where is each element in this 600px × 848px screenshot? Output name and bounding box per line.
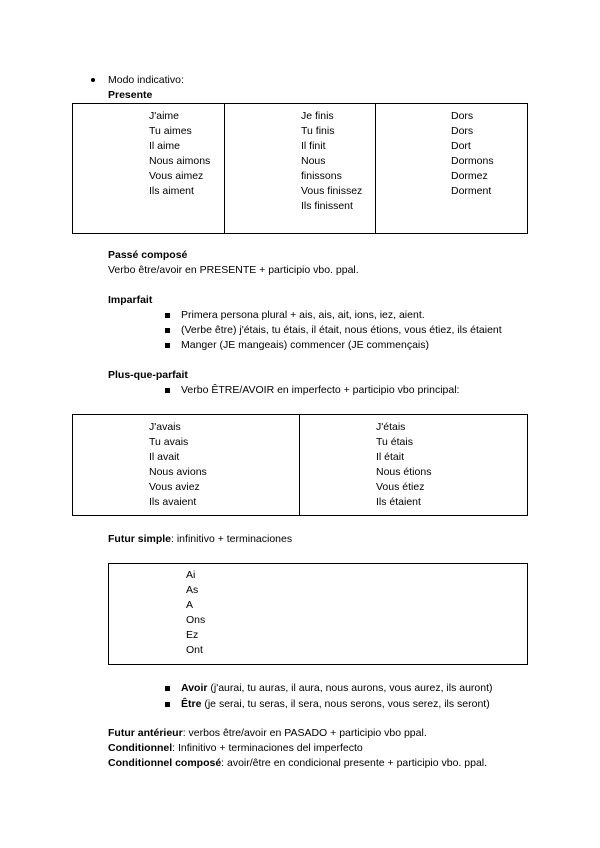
futur-avoir-item	[181, 681, 493, 696]
termination-cell: Ons	[186, 614, 206, 626]
conjugation-cell: J'avais	[149, 421, 181, 433]
presente-heading: Presente	[108, 89, 153, 101]
conjugation-cell: Il aime	[149, 140, 180, 152]
termination-cell: Ez	[186, 629, 199, 641]
conjugation-cell: Vous étiez	[376, 481, 425, 493]
imparfait-item: Manger (JE mangeais) commencer (JE commençais)	[181, 339, 429, 351]
futur-simple-line	[108, 532, 292, 547]
conditionnel-text: : Infinitivo + terminaciones del imperfecto	[172, 742, 363, 754]
futur-etre-text: (je serai, tu seras, il sera, nous serons, vous serez, ils seront)	[201, 698, 490, 710]
conditionnel-compose-text: : avoir/être en condicional presente + participio vbo. ppal.	[221, 757, 488, 769]
conditionnel-compose-heading: Conditionnel composé	[108, 757, 222, 769]
futur-terminations-table	[108, 563, 528, 665]
conjugation-cell: Nous	[301, 155, 326, 167]
presente-divider-1	[224, 104, 225, 233]
futur-etre-item	[181, 697, 490, 712]
square-bullet	[165, 313, 170, 318]
passe-compose-heading: Passé composé	[108, 249, 188, 261]
square-bullet	[165, 328, 170, 333]
conjugation-cell: Dormons	[451, 155, 494, 167]
modo-indicativo-label: Modo indicativo:	[108, 74, 184, 86]
conjugation-cell: J'aime	[149, 110, 180, 122]
conjugation-cell: Vous finissez	[301, 185, 363, 197]
presente-col-dormir	[451, 109, 494, 199]
futur-anterieur-line	[108, 726, 427, 741]
imparfait-item: Primera persona plural + ais, ais, ait, ions, iez, aient.	[181, 309, 425, 321]
conjugation-cell: Tu étais	[376, 436, 413, 448]
futur-etre-verb: Être	[181, 698, 202, 710]
imparfait-heading: Imparfait	[108, 294, 153, 306]
conjugation-cell: Ils avaient	[149, 496, 197, 508]
termination-cell: Ont	[186, 644, 203, 656]
passe-compose-text: Verbo être/avoir en PRESENTE + participio vbo. ppal.	[108, 264, 359, 276]
conjugation-cell: Dors	[451, 125, 474, 137]
conjugation-cell: Nous aimons	[149, 155, 211, 167]
termination-cell: As	[186, 584, 199, 596]
futur-simple-text: : infinitivo + terminaciones	[171, 533, 293, 545]
conjugation-cell: Il finit	[301, 140, 326, 152]
conjugation-cell: Il avait	[149, 451, 180, 463]
conditionnel-compose-line	[108, 756, 487, 771]
conjugation-cell: Ils finissent	[301, 200, 353, 212]
conjugation-cell: Tu finis	[301, 125, 335, 137]
conjugation-cell: Ils aiment	[149, 185, 194, 197]
bullet-dot	[91, 78, 95, 82]
conjugation-cell: Tu avais	[149, 436, 189, 448]
pqp-col-etre	[376, 420, 431, 510]
presente-table	[72, 103, 528, 234]
conjugation-cell: Dors	[451, 110, 474, 122]
conjugation-cell: Nous avions	[149, 466, 207, 478]
imparfait-item: (Verbe être) j'étais, tu étais, il était, nous étions, vous étiez, ils étaient	[181, 324, 502, 336]
conjugation-cell: J'étais	[376, 421, 406, 433]
futur-avoir-verb: Avoir	[181, 682, 208, 694]
conjugation-cell: Vous aviez	[149, 481, 200, 493]
presente-divider-2	[375, 104, 376, 233]
conjugation-cell: finissons	[301, 170, 342, 182]
plus-que-parfait-heading: Plus-que-parfait	[108, 369, 188, 381]
presente-col-aimer	[149, 109, 210, 199]
futur-terminations-col	[186, 568, 205, 658]
conjugation-cell: Ils étaient	[376, 496, 421, 508]
conjugation-cell: Tu aimes	[149, 125, 192, 137]
conjugation-cell: Je finis	[301, 110, 334, 122]
termination-cell: Ai	[186, 569, 196, 581]
pqp-col-avoir	[149, 420, 207, 510]
futur-anterieur-heading: Futur antérieur	[108, 727, 183, 739]
pqp-divider	[299, 415, 300, 515]
conjugation-cell: Dorment	[451, 185, 492, 197]
conditionnel-heading: Conditionnel	[108, 742, 173, 754]
square-bullet	[165, 686, 170, 691]
conjugation-cell: Dormez	[451, 170, 488, 182]
plus-que-parfait-item: Verbo ÊTRE/AVOIR en imperfecto + participio vbo principal:	[181, 384, 460, 396]
plus-que-parfait-table	[72, 414, 528, 516]
conjugation-cell: Dort	[451, 140, 471, 152]
futur-anterieur-text: : verbos être/avoir en PASADO + participio vbo ppal.	[182, 727, 427, 739]
presente-col-finir	[301, 109, 362, 214]
conjugation-cell: Nous étions	[376, 466, 432, 478]
conditionnel-line	[108, 741, 363, 756]
futur-simple-heading: Futur simple	[108, 533, 172, 545]
square-bullet	[165, 702, 170, 707]
square-bullet	[165, 388, 170, 393]
termination-cell: A	[186, 599, 194, 611]
futur-avoir-text: (j'aurai, tu auras, il aura, nous aurons, vous aurez, ils auront)	[207, 682, 493, 694]
conjugation-cell: Vous aimez	[149, 170, 204, 182]
conjugation-cell: Il était	[376, 451, 405, 463]
square-bullet	[165, 343, 170, 348]
